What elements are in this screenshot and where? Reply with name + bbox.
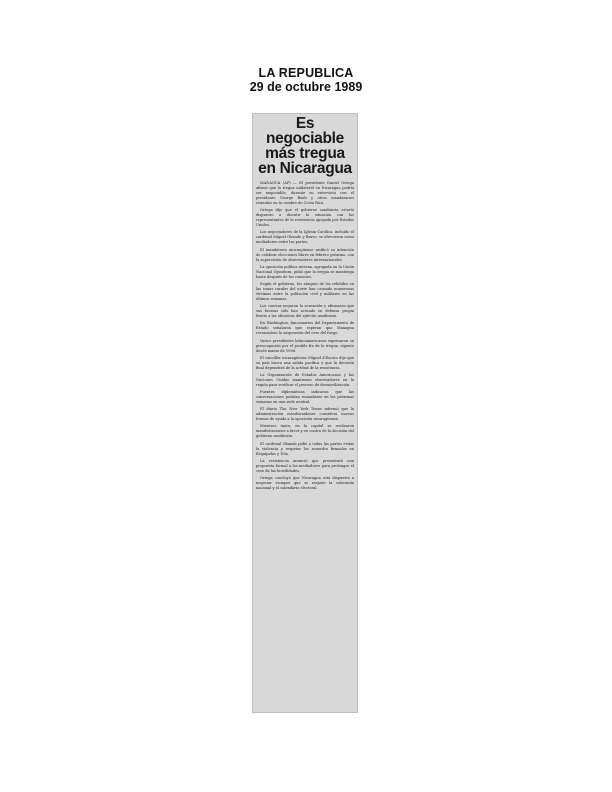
article-paragraph: Los negociadores de la Iglesia Católica, incluido el cardenal Miguel Obando y Bravo, se ofrecieron como mediadores entre las partes. <box>256 230 354 245</box>
newspaper-clipping <box>252 113 358 713</box>
article-paragraph: El canciller nicaragüense Miguel d'Escoto dijo que su país busca una salida pacífica y que la decisión final dependerá de la actitud de la resistencia. <box>256 355 354 370</box>
article-paragraph: MANAGUA (AP) — El presidente Daniel Ortega afirmó que la tregua unilateral en Nicaragua podría ser negociable, durante su entrevista con el presidente George Bush y otros mandatarios reunidos en la cumbre de Costa Rica. <box>256 181 354 205</box>
headline-line-2: más tregua <box>265 145 345 162</box>
publication-date: 29 de octubre 1989 <box>249 80 363 94</box>
article-paragraph: El mandatario nicaragüense ratificó su intención de celebrar elecciones libres en febrero próximo, con la supervisión de observadores internacionales. <box>256 247 354 262</box>
article-paragraph: La Organización de Estados Americanos y las Naciones Unidas mantienen observadores en la región para verificar el proceso de desmovilización. <box>256 372 354 387</box>
article-paragraph: Ortega concluyó que Nicaragua está dispuesta a negociar siempre que se respete la soberanía nacional y el calendario electoral. <box>256 476 354 490</box>
article-paragraph: En Washington, funcionarios del Departamento de Estado señalaron que esperan que Managua reconsidere la suspensión del cese del fuego. <box>256 321 354 336</box>
article-paragraph: El cardenal Obando pidió a todas las partes evitar la violencia y respetar los acuerdos firmados en Esquipulas y Tela. <box>256 441 354 456</box>
article-paragraph: Fuentes diplomáticas indicaron que las conversaciones podrían reanudarse en las próximas semanas en una sede neutral. <box>256 390 354 405</box>
article-paragraph: La resistencia anunció que presentará una propuesta formal a los mediadores para prolongar el cese de las hostilidades. <box>256 458 354 473</box>
article-paragraph: Según el gobierno, los ataques de los rebeldes en las zonas rurales del norte han causado numerosas víctimas entre la población civil y militares en las últimas semanas. <box>256 281 354 301</box>
document-header <box>0 66 612 94</box>
article-paragraph: La oposición política interna, agrupada en la Unión Nacional Opositora, pidió que la tregua se mantenga hasta después de los comicios. <box>256 264 354 279</box>
headline-line-3: en Nicaragua <box>258 160 352 177</box>
article-body <box>256 181 354 491</box>
publication-name: LA REPUBLICA <box>258 66 354 80</box>
article-headline <box>255 116 355 176</box>
article-paragraph: Varios presidentes latinoamericanos expresaron su preocupación por el posible fin de la tregua, vigente desde marzo de 1988. <box>256 338 354 353</box>
article-paragraph: Ortega dijo que el gobierno sandinista estaría dispuesto a discutir la situación con los representantes de la resistencia apoyada por Estados Unidos. <box>256 208 354 228</box>
headline-line-1: Es negociable <box>266 115 344 147</box>
article-paragraph: Los contras negaron la acusación y afirmaron que sus fuerzas sólo han actuado en defensa propia frente a las ofensivas del ejército sandinista. <box>256 304 354 319</box>
article-paragraph: Mientras tanto, en la capital se realizaron manifestaciones a favor y en contra de la decisión del gobierno sandinista. <box>256 424 354 439</box>
article-paragraph: El diario The New York Times informó que la administración estadounidense considera nuevas formas de ayuda a la oposición nicaragüense. <box>256 407 354 422</box>
